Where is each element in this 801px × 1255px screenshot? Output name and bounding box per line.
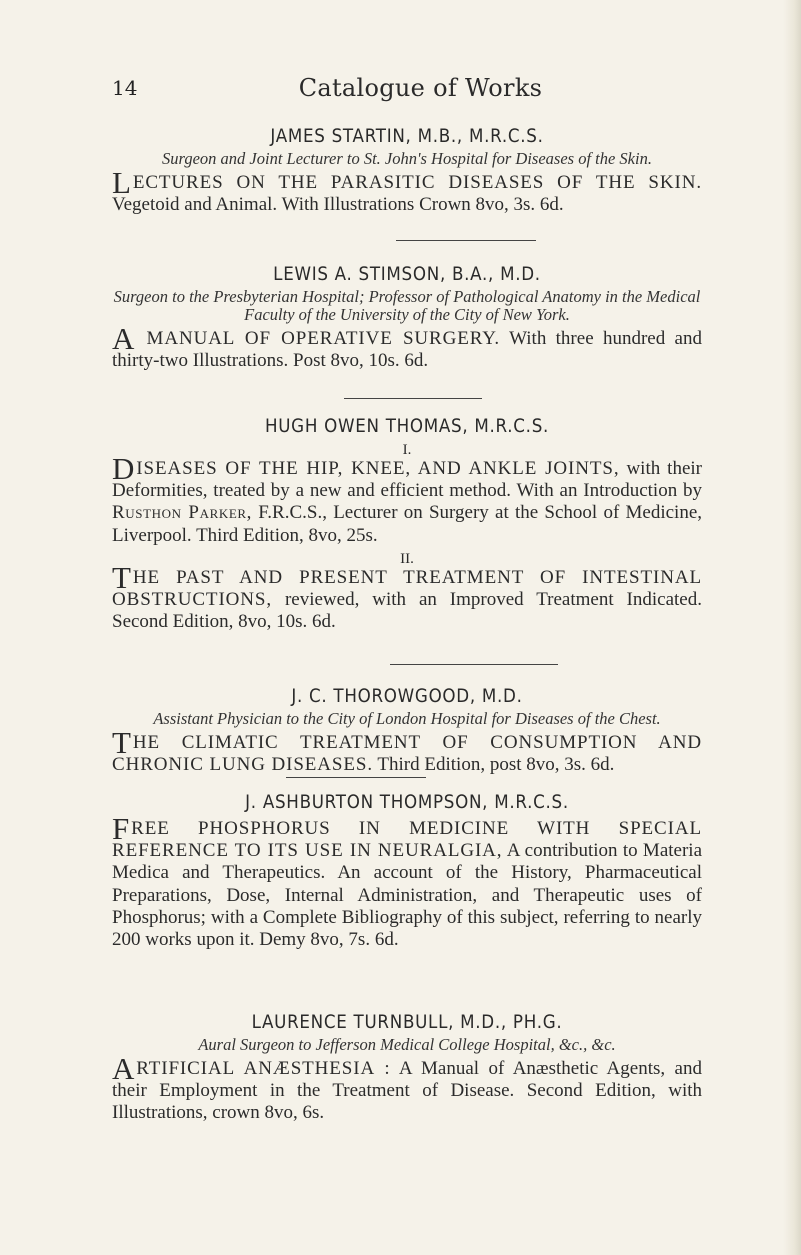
book-title: HE CLIMATIC TREATMENT OF CONSUMPTION AND CHRONIC LUNG DISEASES. [112, 732, 702, 776]
book-details-cont: F.R.C.S., Lecturer on Surgery at the School of Medicine, Liverpool. Third Edition, 8vo, 25s. [112, 502, 702, 546]
book-details: With three hundred and thirty-two Illustrations. Post 8vo, 10s. 6d. [112, 328, 702, 372]
book-description [112, 321, 702, 372]
entry-thorowgood [112, 684, 702, 776]
separator-rule [390, 664, 558, 665]
book-title: ISEASES OF THE HIP, KNEE, AND ANKLE JOINTS, [136, 458, 620, 479]
author-affiliation: Surgeon to the Presbyterian Hospital; Professor of Pathological Anatomy in the Medical Faculty of the University of the City of New York. [113, 287, 701, 324]
drop-cap: T [112, 725, 132, 760]
author-name: LAURENCE TURNBULL, M.D., PH.G. [251, 1011, 563, 1033]
book-details: Third Edition, post 8vo, 3s. 6d. [373, 754, 615, 776]
book-title: RTIFICIAL ANÆSTHESIA : [136, 1058, 391, 1079]
book-description [112, 725, 702, 776]
author-name: HUGH OWEN THOMAS, M.R.C.S. [264, 415, 550, 437]
book-details: A Manual of Anæsthetic Agents, and their Employment in the Treatment of Disease. Second Edition, with Illustrations, crown 8vo, 6s. [112, 1058, 702, 1124]
running-title: Catalogue of Works [298, 74, 543, 102]
separator-rule [344, 398, 482, 399]
author-affiliation: Assistant Physician to the City of London Hospital for Diseases of the Chest. [153, 709, 661, 728]
book-title: ECTURES ON THE PARASITIC DISEASES OF THE SKIN. [132, 172, 702, 193]
drop-cap: A [112, 321, 136, 356]
entry-turnbull [112, 1010, 702, 1125]
author-name: J. C. THOROWGOOD, M.D. [291, 685, 523, 707]
book-details: Vegetoid and Animal. With Illustrations Crown 8vo, 3s. 6d. [112, 194, 564, 216]
book-description [112, 559, 702, 634]
book-description [112, 811, 703, 951]
book-details: with their Deformities, treated by a new and efficient method. With an Introduction by [112, 458, 702, 502]
entry-thomas [112, 414, 702, 633]
book-description [112, 1051, 702, 1125]
separator-rule [396, 240, 536, 241]
book-description [112, 451, 702, 547]
entry-startin [112, 124, 702, 216]
book-title: REE PHOSPHORUS IN MEDICINE WITH SPECIAL REFERENCE TO ITS USE IN NEURALGIA, [112, 818, 702, 862]
drop-cap: D [112, 451, 136, 486]
author-name: J. ASHBURTON THOMPSON, M.R.C.S. [245, 791, 569, 813]
author-affiliation: Aural Surgeon to Jefferson Medical College Hospital, &c., &c. [198, 1035, 616, 1054]
page-header [0, 76, 801, 116]
page-edge-shadow [783, 0, 801, 1255]
book-details: reviewed, with an Improved Treatment Indicated. Second Edition, 8vo, 10s. 6d. [112, 589, 702, 633]
page-number: 14 [112, 76, 138, 100]
drop-cap: A [112, 1051, 136, 1086]
drop-cap: F [112, 811, 131, 846]
introducer-name: Rusthon Parker, [112, 502, 253, 524]
author-affiliation: Surgeon and Joint Lecturer to St. John's Hospital for Diseases of the Skin. [162, 149, 652, 168]
book-numeral: I. [402, 442, 412, 458]
entry-stimson [112, 262, 702, 372]
book-numeral: II. [400, 550, 414, 567]
book-title: HE PAST AND PRESENT TREATMENT OF INTESTINAL OBSTRUCTIONS, [112, 566, 702, 611]
drop-cap: L [112, 165, 132, 200]
entry-thompson [112, 790, 702, 951]
book-description [112, 165, 702, 216]
drop-cap: T [112, 559, 132, 595]
author-name: LEWIS A. STIMSON, B.A., M.D. [273, 263, 541, 285]
separator-rule [286, 777, 426, 778]
book-details: A contribution to Materia Medica and Therapeutics. An account of the History, Pharmaceutical Preparations, Dose, Internal Administration, and Therapeutic uses of Phosphorus; with a Complete Bibliography of this subject, referring to nearly 200 works upon it. Demy 8vo, 7s. 6d. [112, 840, 703, 951]
book-title: MANUAL OF OPERATIVE SURGERY. [136, 328, 501, 349]
author-name: JAMES STARTIN, M.B., M.R.C.S. [270, 125, 544, 147]
